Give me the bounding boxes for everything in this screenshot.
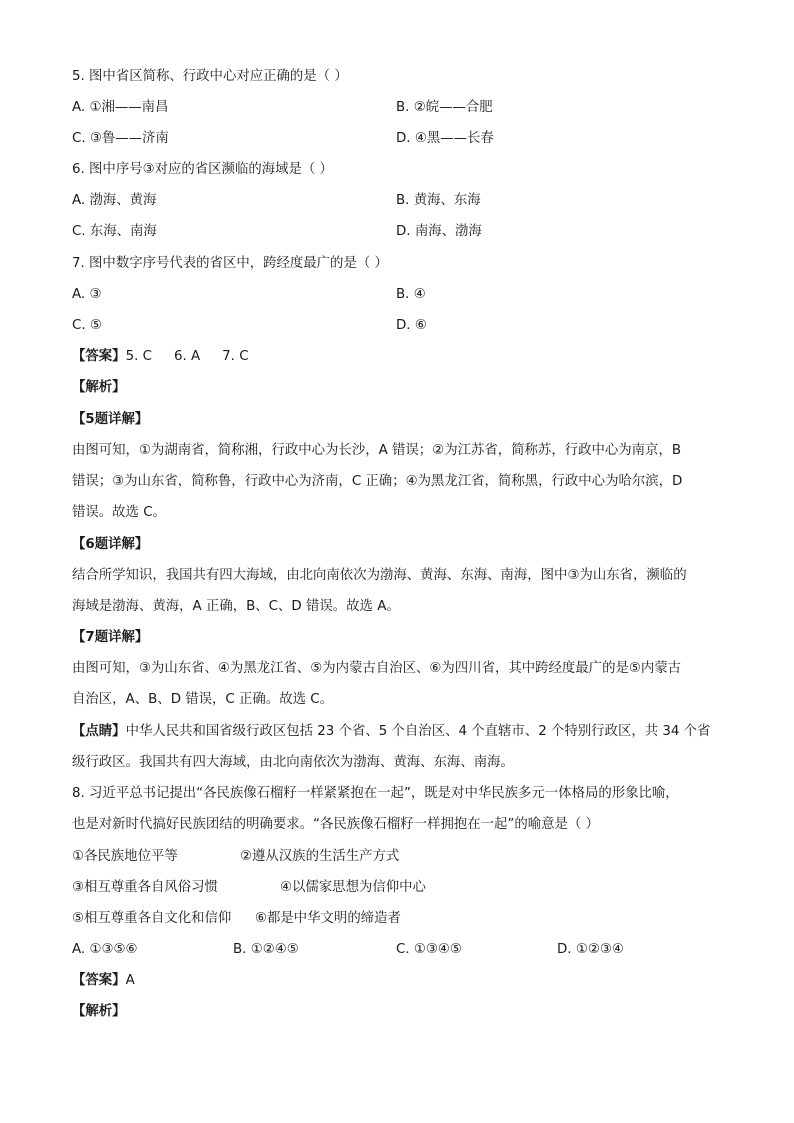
detail5-line: 错误。故选 C。 [72, 505, 166, 520]
detail5-line: 由图可知，①为湖南省，简称湘，行政中心为长沙，A 错误；②为江苏省，简称苏，行政中心为南京，B [72, 443, 682, 458]
q5-option-b: B. ②皖——合肥 [396, 100, 493, 115]
tips-line: 级行政区。我国共有四大海域，由北向南依次为渤海、黄海、东海、南海。 [72, 755, 514, 770]
q6-stem: 6. 图中序号③对应的省区濒临的海域是（ ） [72, 162, 333, 177]
q7-stem: 7. 图中数字序号代表的省区中，跨经度最广的是（ ） [72, 256, 388, 271]
answer8-tag: 【答案】 [72, 973, 126, 988]
detail6-line: 海域是渤海、黄海，A 正确，B、C、D 错误。故选 A。 [72, 599, 400, 614]
q6-option-d: D. 南海、渤海 [396, 224, 482, 239]
answer-6: 6. A [173, 349, 201, 364]
q7-option-c: C. ⑤ [72, 318, 102, 333]
answer-tag: 【答案】 [72, 349, 126, 364]
q8-stem: 8. 习近平总书记提出“各民族像石榴籽一样紧紧抱在一起”，既是对中华民族多元一体格局的形象比喻， [72, 786, 679, 801]
analysis8-tag: 【解析】 [72, 1004, 126, 1019]
answer-7: 7. C [222, 349, 249, 364]
q6-option-b: B. 黄海、东海 [396, 193, 481, 208]
q8-statement-1: ①各民族地位平等 [72, 849, 178, 864]
answer-5: 5. C [125, 349, 152, 364]
q7-option-a: A. ③ [72, 287, 102, 302]
q6-option-a: A. 渤海、黄海 [72, 193, 157, 208]
answer8-block [72, 971, 135, 991]
detail7-line: 自治区，A、B、D 错误，C 正确。故选 C。 [72, 692, 333, 707]
detail7-tag: 【7题详解】 [72, 630, 149, 645]
q5-stem: 5. 图中省区简称、行政中心对应正确的是（ ） [72, 69, 348, 84]
q6-option-c: C. 东海、南海 [72, 224, 157, 239]
q8-option-b: B. ①②④⑤ [233, 942, 299, 957]
q8-statement-5: ⑤相互尊重各自文化和信仰 [72, 911, 232, 926]
detail5-tag: 【5题详解】 [72, 412, 149, 427]
q8-statement-2: ②遵从汉族的生活生产方式 [240, 849, 400, 864]
q5-option-d: D. ④黑——长春 [396, 131, 494, 146]
q8-stem: 也是对新时代搞好民族团结的明确要求。“各民族像石榴籽一样拥抱在一起”的喻意是（ ） [72, 817, 599, 832]
q8-statement-4: ④以儒家思想为信仰中心 [280, 880, 426, 895]
q5-option-a: A. ①湘——南昌 [72, 100, 169, 115]
detail7-line: 由图可知，③为山东省、④为黑龙江省、⑤为内蒙古自治区、⑥为四川省，其中跨经度最广的是⑤内蒙古 [72, 661, 682, 676]
q8-option-d: D. ①②③④ [557, 942, 624, 957]
q8-option-a: A. ①③⑤⑥ [72, 942, 138, 957]
detail5-line: 错误；③为山东省，简称鲁，行政中心为济南，C 正确；④为黑龙江省，简称黑，行政中心为哈尔滨，D [72, 474, 683, 489]
detail6-line: 结合所学知识，我国共有四大海域，由北向南依次为渤海、黄海、东海、南海，图中③为山东省，濒临的 [72, 568, 687, 583]
q8-statement-3: ③相互尊重各自风俗习惯 [72, 880, 218, 895]
answer-block [72, 347, 249, 367]
q7-option-b: B. ④ [396, 287, 426, 302]
tips-tag: 【点睛】 [72, 724, 126, 739]
detail6-tag: 【6题详解】 [72, 537, 149, 552]
q5-option-c: C. ③鲁——济南 [72, 131, 169, 146]
q8-option-c: C. ①③④⑤ [396, 942, 462, 957]
answer8-value: A [125, 973, 135, 988]
analysis-tag: 【解析】 [72, 380, 126, 395]
tips-line [72, 722, 710, 742]
q8-statement-6: ⑥都是中华文明的缔造者 [255, 911, 401, 926]
q7-option-d: D. ⑥ [396, 318, 427, 333]
tips-text: 中华人民共和国省级行政区包括 23 个省、5 个自治区、4 个直辖市、2 个特别行政区，共 34 个省 [125, 724, 711, 739]
